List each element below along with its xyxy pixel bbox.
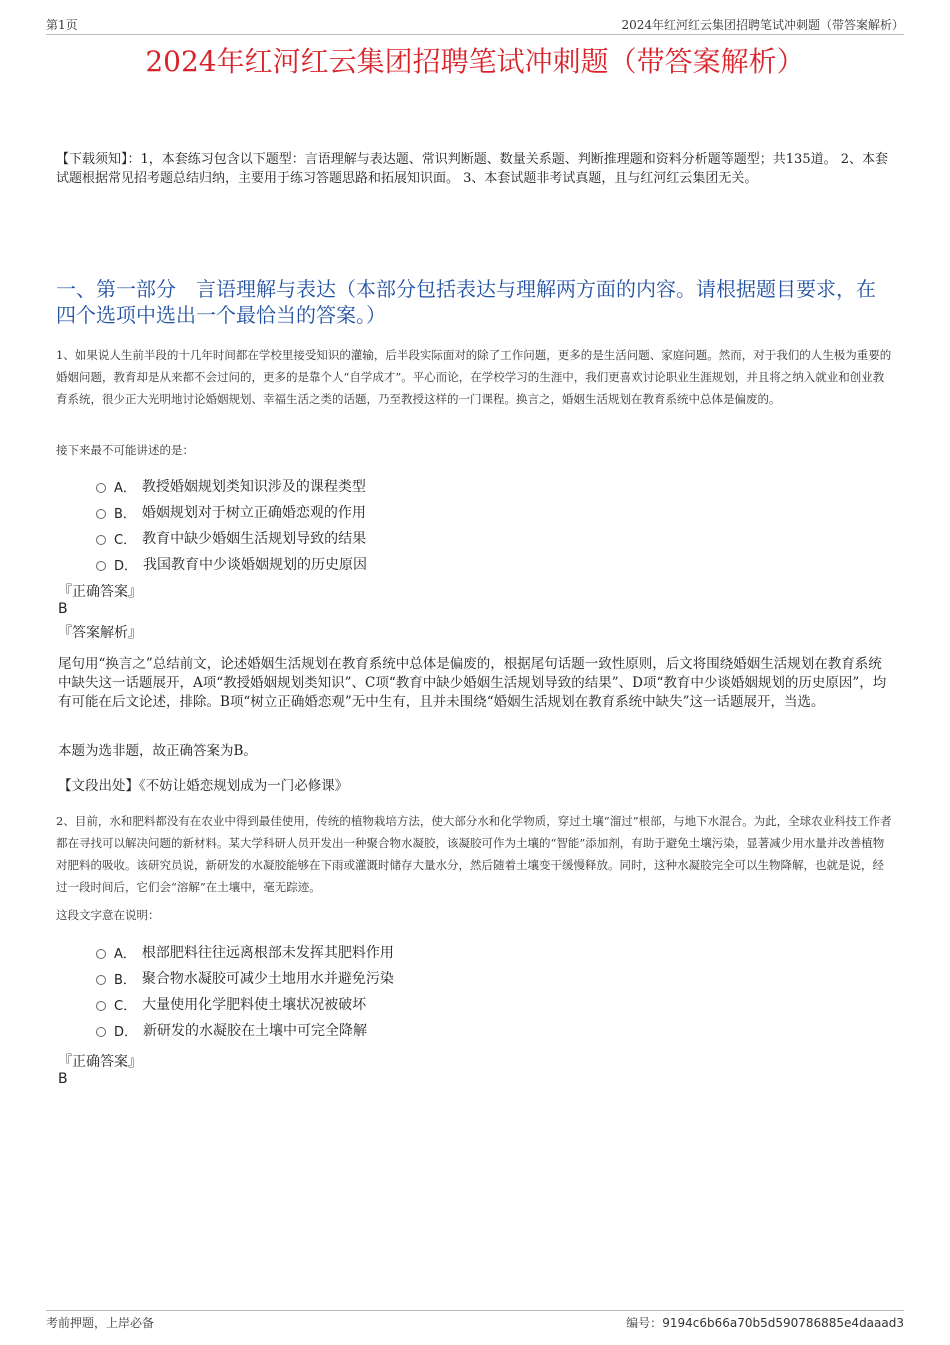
footer-slogan: 考前押题，上岸必备 [46, 1316, 155, 1330]
question-1-conclusion: 本题为选非题，故正确答案为B。 [58, 743, 257, 759]
question-1-option-b[interactable]: B． 婚姻规划对于树立正确婚恋观的作用 [96, 499, 367, 525]
page-header [46, 14, 904, 35]
radio-icon[interactable] [96, 483, 106, 493]
question-1-answer-label: 『正确答案』 [58, 584, 142, 600]
question-1-option-d[interactable]: D． 我国教育中少谈婚姻规划的历史原因 [96, 551, 367, 577]
document-title: 2024年红河红云集团招聘笔试冲刺题（带答案解析） [145, 45, 805, 78]
radio-icon[interactable] [96, 561, 106, 571]
section-title: 一、第一部分 言语理解与表达（本部分包括表达与理解两方面的内容。请根据题目要求，在四个选项中选出一个最恰当的答案。） [56, 277, 876, 327]
question-2-option-c[interactable]: C． 大量使用化学肥料使土壤状况被破坏 [96, 991, 394, 1017]
question-1-analysis-label: 『答案解析』 [58, 625, 142, 641]
download-notice: 【下载须知】：1，本套练习包含以下题型：言语理解与表达题、常识判断题、数量关系题、判断推理题和资料分析题等题型；共135道。 2、本套试题根据常见招考题总结归纳，主要用于练习答题思路和拓展知识面。 3、本套试题非考试真题，且与红河红云集团无关。 [56, 152, 888, 186]
header-doc-title: 2024年红河红云集团招聘笔试冲刺题（带答案解析） [621, 18, 904, 32]
page-number: 第1页 [46, 18, 78, 32]
radio-icon[interactable] [96, 1001, 106, 1011]
question-1-analysis: 尾句用“换言之”总结前文，论述婚姻生活规划在教育系统中总体是偏废的，根据尾句话题一致性原则，后文将围绕婚姻生活规划在教育系统中缺失这一话题展开，A项“教授婚姻规划类知识”、C项“教育中缺少婚姻生活规划导致的结果”、D项“教育中少谈婚姻规划的历史原因”，均有可能在后文论述，排除。B项“树立正确婚恋观”无中生有，且并未围绕“婚姻生活规划在教育系统中缺失”这一话题展开，当选。 [58, 656, 887, 710]
radio-icon[interactable] [96, 975, 106, 985]
question-1-options [96, 473, 367, 577]
question-2-option-b[interactable]: B． 聚合物水凝胶可减少土地用水并避免污染 [96, 965, 394, 991]
radio-icon[interactable] [96, 949, 106, 959]
radio-icon[interactable] [96, 535, 106, 545]
question-1-text: 1、如果说人生前半段的十几年时间都在学校里接受知识的灌输，后半段实际面对的除了工作问题，更多的是生活问题、家庭问题。然而，对于我们的人生极为重要的婚姻问题，教育却是从来都不会过问的，更多的是靠个人“自学成才”。平心而论，在学校学习的生涯中，我们更喜欢讨论职业生涯规划，并且将之纳入就业和创业教育系统，很少正大光明地讨论婚姻规划、幸福生活之类的话题，乃至教授这样的一门课程。换言之，婚姻生活规划在教育系统中总体是偏废的。 [56, 348, 892, 406]
question-2-answer-label: 『正确答案』 [58, 1054, 142, 1070]
question-1-option-c[interactable]: C． 教育中缺少婚姻生活规划导致的结果 [96, 525, 367, 551]
question-2-answer: B [58, 1071, 68, 1087]
question-1-answer: B [58, 601, 68, 617]
question-2-text: 2、目前，水和肥料都没有在农业中得到最佳使用，传统的植物栽培方法，使大部分水和化学物质，穿过土壤“溜过”根部，与地下水混合。为此，全球农业科技工作者都在寻找可以解决问题的新材料。某大学科研人员开发出一种聚合物水凝胶，该凝胶可作为土壤的“智能”添加剂，有助于避免土壤污染，显著减少用水量并改善植物对肥料的吸收。该研究员说，新研发的水凝胶能够在下雨或灌溉时储存大量水分，然后随着土壤变干缓慢释放。同时，这种水凝胶完全可以生物降解，也就是说，经过一段时间后，它们会“溶解”在土壤中，毫无踪迹。 [56, 814, 892, 894]
question-1-option-a[interactable]: A． 教授婚姻规划类知识涉及的课程类型 [96, 473, 367, 499]
radio-icon[interactable] [96, 1027, 106, 1037]
question-2-options [96, 939, 394, 1043]
question-2-option-d[interactable]: D． 新研发的水凝胶在土壤中可完全降解 [96, 1017, 394, 1043]
question-1-source: 【文段出处】《不妨让婚恋规划成为一门必修课》 [58, 778, 349, 794]
radio-icon[interactable] [96, 509, 106, 519]
question-1-prompt: 接下来最不可能讲述的是： [56, 443, 194, 457]
question-2-prompt: 这段文字意在说明： [56, 908, 160, 922]
page-footer [46, 1310, 904, 1330]
footer-code: 编号：9194c6b66a70b5d590786885e4daaad3 [626, 1316, 904, 1330]
question-2-option-a[interactable]: A． 根部肥料往往远离根部未发挥其肥料作用 [96, 939, 394, 965]
